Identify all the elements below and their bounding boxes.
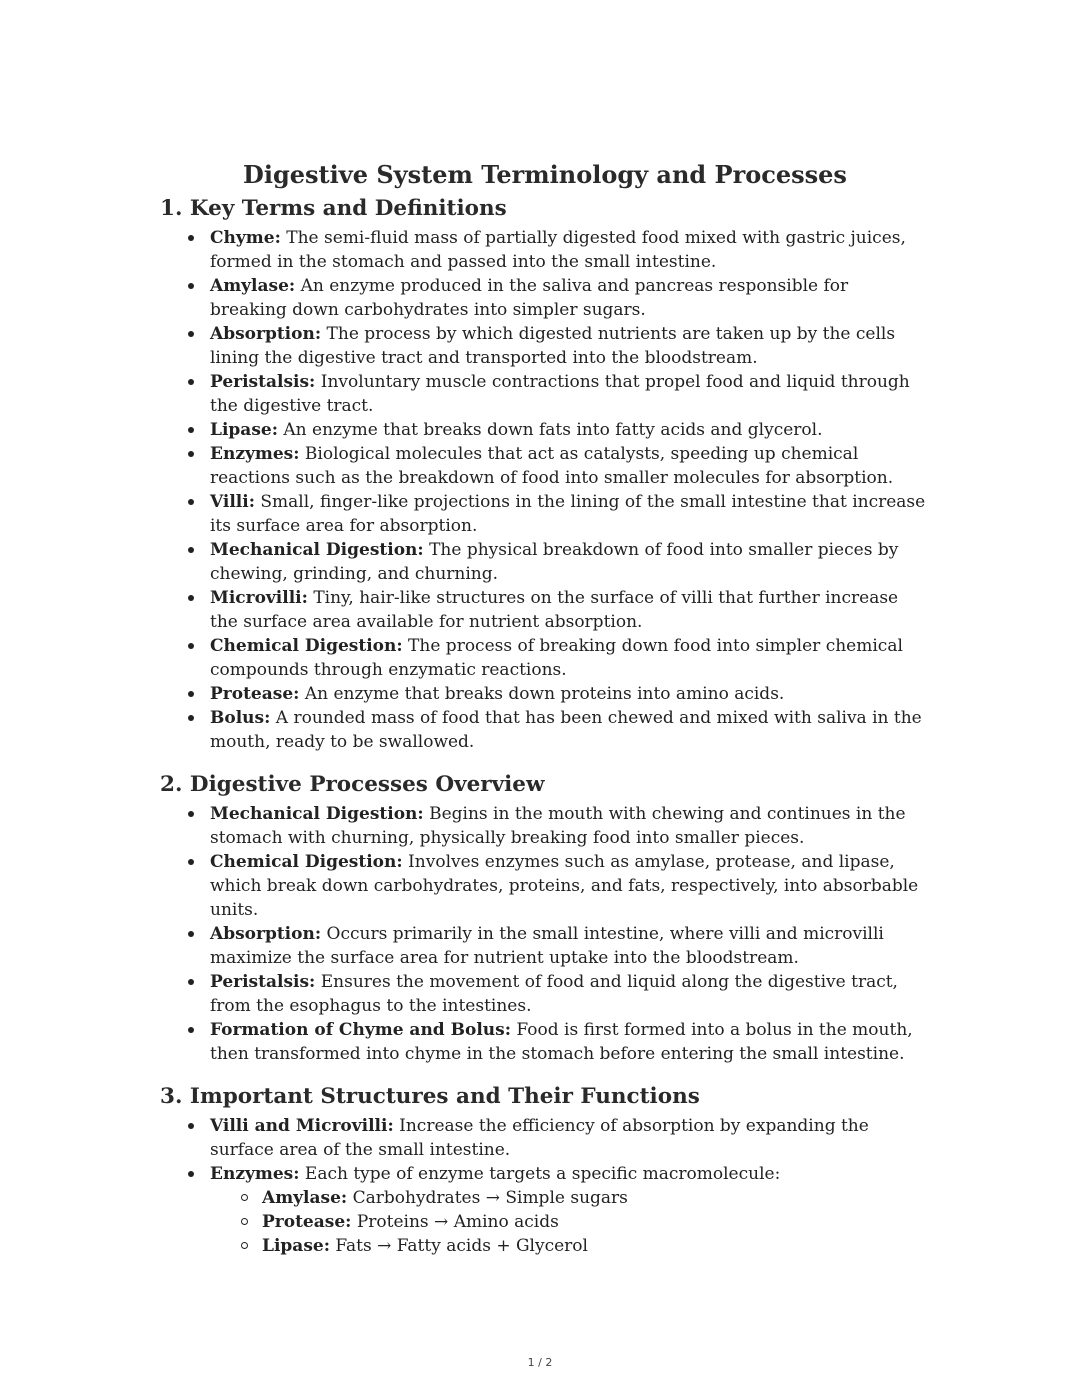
term-definition: The process by which digested nutrients are taken up by the cells lining the digestive tract and transported into the bloodstream. [210, 324, 896, 368]
term-list [210, 226, 930, 754]
term-definition: Increase the efficiency of absorption by expanding the surface area of the small intestine. [210, 1116, 869, 1160]
list-item [210, 706, 930, 754]
term-definition: Tiny, hair-like structures on the surface of villi that further increase the surface area available for nutrient absorption. [210, 588, 899, 632]
list-item [210, 850, 930, 922]
term-list [210, 802, 930, 1066]
sub-list-item [262, 1210, 930, 1234]
term-label: Peristalsis: [210, 372, 316, 392]
term-label: Absorption: [210, 924, 322, 944]
term-label: Mechanical Digestion: [210, 804, 424, 824]
list-item [210, 1018, 930, 1066]
term-label: Bolus: [210, 708, 271, 728]
term-label: Villi: [210, 492, 255, 512]
list-item [210, 682, 930, 706]
term-definition: Food is first formed into a bolus in the mouth, then transformed into chyme in the stomach before entering the small intestine. [210, 1020, 913, 1064]
term-label: Chemical Digestion: [210, 852, 403, 872]
term-label: Lipase: [210, 420, 278, 440]
term-label: Chemical Digestion: [210, 636, 403, 656]
term-label: Formation of Chyme and Bolus: [210, 1020, 511, 1040]
sub-list-item [262, 1186, 930, 1210]
term-label: Microvilli: [210, 588, 308, 608]
term-definition: An enzyme that breaks down proteins into amino acids. [299, 684, 785, 704]
page-number: 1 / 2 [527, 1356, 553, 1369]
term-label: Enzymes: [210, 1164, 300, 1184]
term-definition: Ensures the movement of food and liquid along the digestive tract, from the esophagus to the intestines. [210, 972, 898, 1016]
list-item [210, 970, 930, 1018]
sub-list-item [262, 1234, 930, 1258]
term-label: Protease: [210, 684, 300, 704]
term-label: Chyme: [210, 228, 281, 248]
term-label: Peristalsis: [210, 972, 316, 992]
page-title: Digestive System Terminology and Processes [243, 160, 847, 189]
term-label: Protease: [262, 1212, 352, 1232]
term-definition: An enzyme produced in the saliva and pancreas responsible for breaking down carbohydrates into simpler sugars. [210, 276, 849, 320]
term-definition: Begins in the mouth with chewing and continues in the stomach with churning, physically breaking food into smaller pieces. [210, 804, 906, 848]
list-item [210, 274, 930, 322]
term-list [210, 1114, 930, 1258]
list-item [210, 226, 930, 274]
term-definition: Occurs primarily in the small intestine, where villi and microvilli maximize the surface area for nutrient uptake into the bloodstream. [210, 924, 884, 968]
section-processes-overview [160, 768, 930, 1066]
term-definition: The physical breakdown of food into smaller pieces by chewing, grinding, and churning. [210, 540, 899, 584]
list-item [210, 922, 930, 970]
sub-term-list [262, 1186, 930, 1258]
section-heading: 3. Important Structures and Their Functions [160, 1084, 700, 1109]
term-definition: Each type of enzyme targets a specific macromolecule: [299, 1164, 781, 1184]
term-label: Absorption: [210, 324, 322, 344]
list-item [210, 586, 930, 634]
list-item [210, 802, 930, 850]
term-definition: Involves enzymes such as amylase, protease, and lipase, which break down carbohydrates, proteins, and fats, respectively, into absorbable units. [210, 852, 919, 920]
list-item [210, 322, 930, 370]
term-definition: Proteins → Amino acids [351, 1212, 559, 1232]
term-label: Villi and Microvilli: [210, 1116, 394, 1136]
list-item [210, 490, 930, 538]
section-heading: 2. Digestive Processes Overview [160, 772, 545, 797]
section-structures-functions [160, 1080, 930, 1258]
term-definition: The process of breaking down food into simpler chemical compounds through enzymatic reactions. [210, 636, 903, 680]
list-item [210, 634, 930, 682]
document-page [160, 158, 930, 1258]
term-definition: Involuntary muscle contractions that propel food and liquid through the digestive tract. [210, 372, 910, 416]
list-item [210, 1162, 930, 1258]
list-item [210, 538, 930, 586]
term-definition: Fats → Fatty acids + Glycerol [329, 1236, 588, 1256]
term-definition: Biological molecules that act as catalysts, speeding up chemical reactions such as the breakdown of food into smaller molecules for absorption. [210, 444, 894, 488]
term-label: Lipase: [262, 1236, 330, 1256]
section-key-terms [160, 192, 930, 754]
term-definition: A rounded mass of food that has been chewed and mixed with saliva in the mouth, ready to be swallowed. [210, 708, 922, 752]
section-heading: 1. Key Terms and Definitions [160, 196, 507, 221]
term-definition: The semi-fluid mass of partially digested food mixed with gastric juices, formed in the stomach and passed into the small intestine. [210, 228, 906, 272]
term-label: Mechanical Digestion: [210, 540, 424, 560]
term-definition: An enzyme that breaks down fats into fatty acids and glycerol. [277, 420, 823, 440]
term-label: Enzymes: [210, 444, 300, 464]
term-definition: Carbohydrates → Simple sugars [347, 1188, 628, 1208]
list-item [210, 442, 930, 490]
list-item [210, 418, 930, 442]
term-label: Amylase: [262, 1188, 348, 1208]
list-item [210, 370, 930, 418]
term-definition: Small, finger-like projections in the lining of the small intestine that increase its surface area for absorption. [210, 492, 926, 536]
list-item [210, 1114, 930, 1162]
term-label: Amylase: [210, 276, 296, 296]
